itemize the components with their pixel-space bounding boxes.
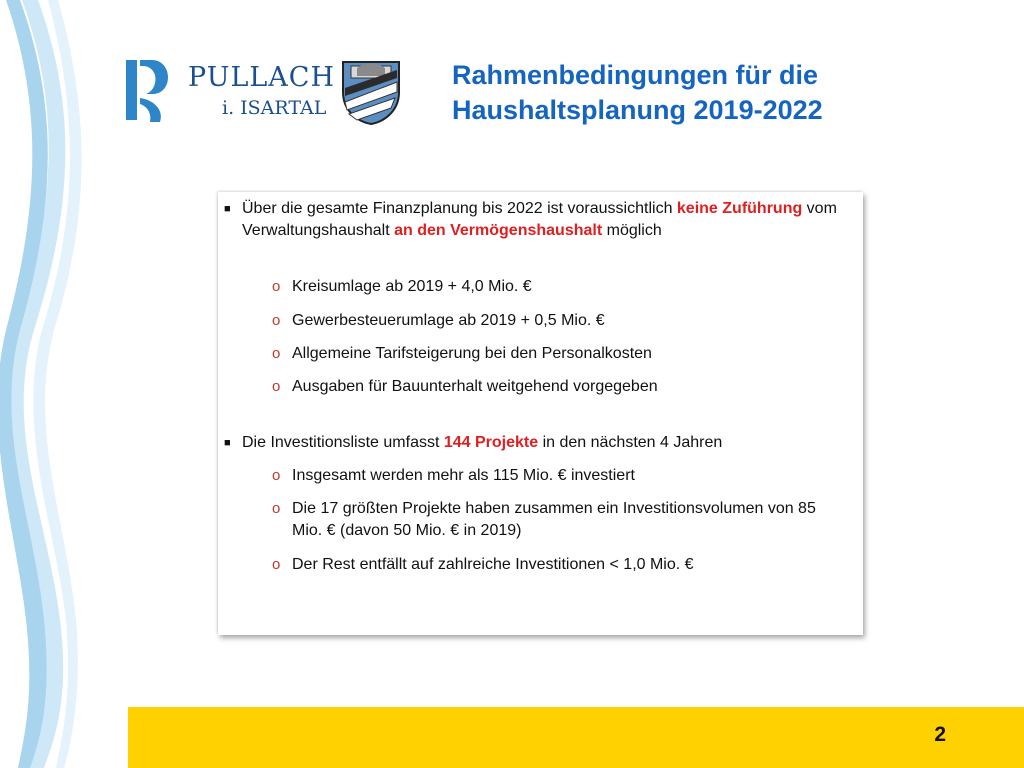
sub-marker: o (272, 378, 281, 395)
sub-marker: o (272, 556, 281, 573)
highlight-text: keine Zuführung (676, 200, 803, 217)
sub-marker: o (272, 500, 281, 517)
list-item-text: Gewerbesteuerumlage ab 2019 + 0,5 Mio. € (292, 312, 605, 329)
footer-bar (128, 707, 1024, 768)
sub-marker: o (272, 467, 281, 484)
page-number: 2 (934, 723, 946, 746)
bullet-text: in den nächsten 4 Jahren (538, 434, 723, 451)
bullet-finanzplanung (224, 198, 852, 242)
list-item-text: Allgemeine Tarifsteigerung bei den Personalkosten (292, 345, 652, 362)
list-item-text: Insgesamt werden mehr als 115 Mio. € investiert (292, 467, 635, 484)
list-item-text: Kreisumlage ab 2019 + 4,0 Mio. € (292, 278, 532, 295)
highlight-text: 144 Projekte (443, 434, 539, 451)
bullet-text: möglich (602, 222, 662, 239)
list-item (272, 465, 852, 487)
list-item (272, 310, 852, 332)
sub-marker: o (272, 312, 281, 329)
bullet-text: Über die gesamte Finanzplanung bis 2022 ist voraussichtlich (242, 200, 677, 217)
bullet-marker: ■ (224, 203, 231, 215)
title-line-2: Haushaltsplanung 2019-2022 (452, 95, 823, 126)
decorative-wave (0, 0, 110, 768)
highlight-text: an den Vermögenshaushalt (394, 222, 603, 239)
logo-wordmark: PULLACH (188, 62, 336, 93)
bullet-text: Die Investitionsliste umfasst (242, 434, 444, 451)
bullet-investitionsliste (224, 432, 852, 454)
list-item-text: Der Rest entfällt auf zahlreiche Investitionen < 1,0 Mio. € (292, 556, 694, 573)
title-line-1: Rahmenbedingungen für die (452, 60, 819, 90)
list-item (272, 376, 852, 398)
page-title (452, 58, 823, 128)
pullach-logo-icon (124, 58, 174, 124)
list-item-text: Ausgaben für Bauunterhalt weitgehend vorgegeben (292, 378, 658, 395)
bullet-text: vom Verwaltungshaushalt (242, 200, 837, 239)
list-item-text: Die 17 größten Projekte haben zusammen ein Investitionsvolumen von 85 Mio. € (davon 50 Mio. € in 2019) (292, 500, 816, 539)
list-item (272, 276, 852, 298)
list-item (272, 498, 832, 542)
list-item (272, 343, 852, 365)
sub-marker: o (272, 278, 281, 295)
bullet-marker: ■ (224, 437, 231, 449)
content-box (218, 192, 863, 635)
logo-subtitle: i. ISARTAL (222, 97, 327, 119)
sub-marker: o (272, 345, 281, 362)
list-item (272, 554, 852, 576)
coat-of-arms-icon (339, 58, 403, 126)
